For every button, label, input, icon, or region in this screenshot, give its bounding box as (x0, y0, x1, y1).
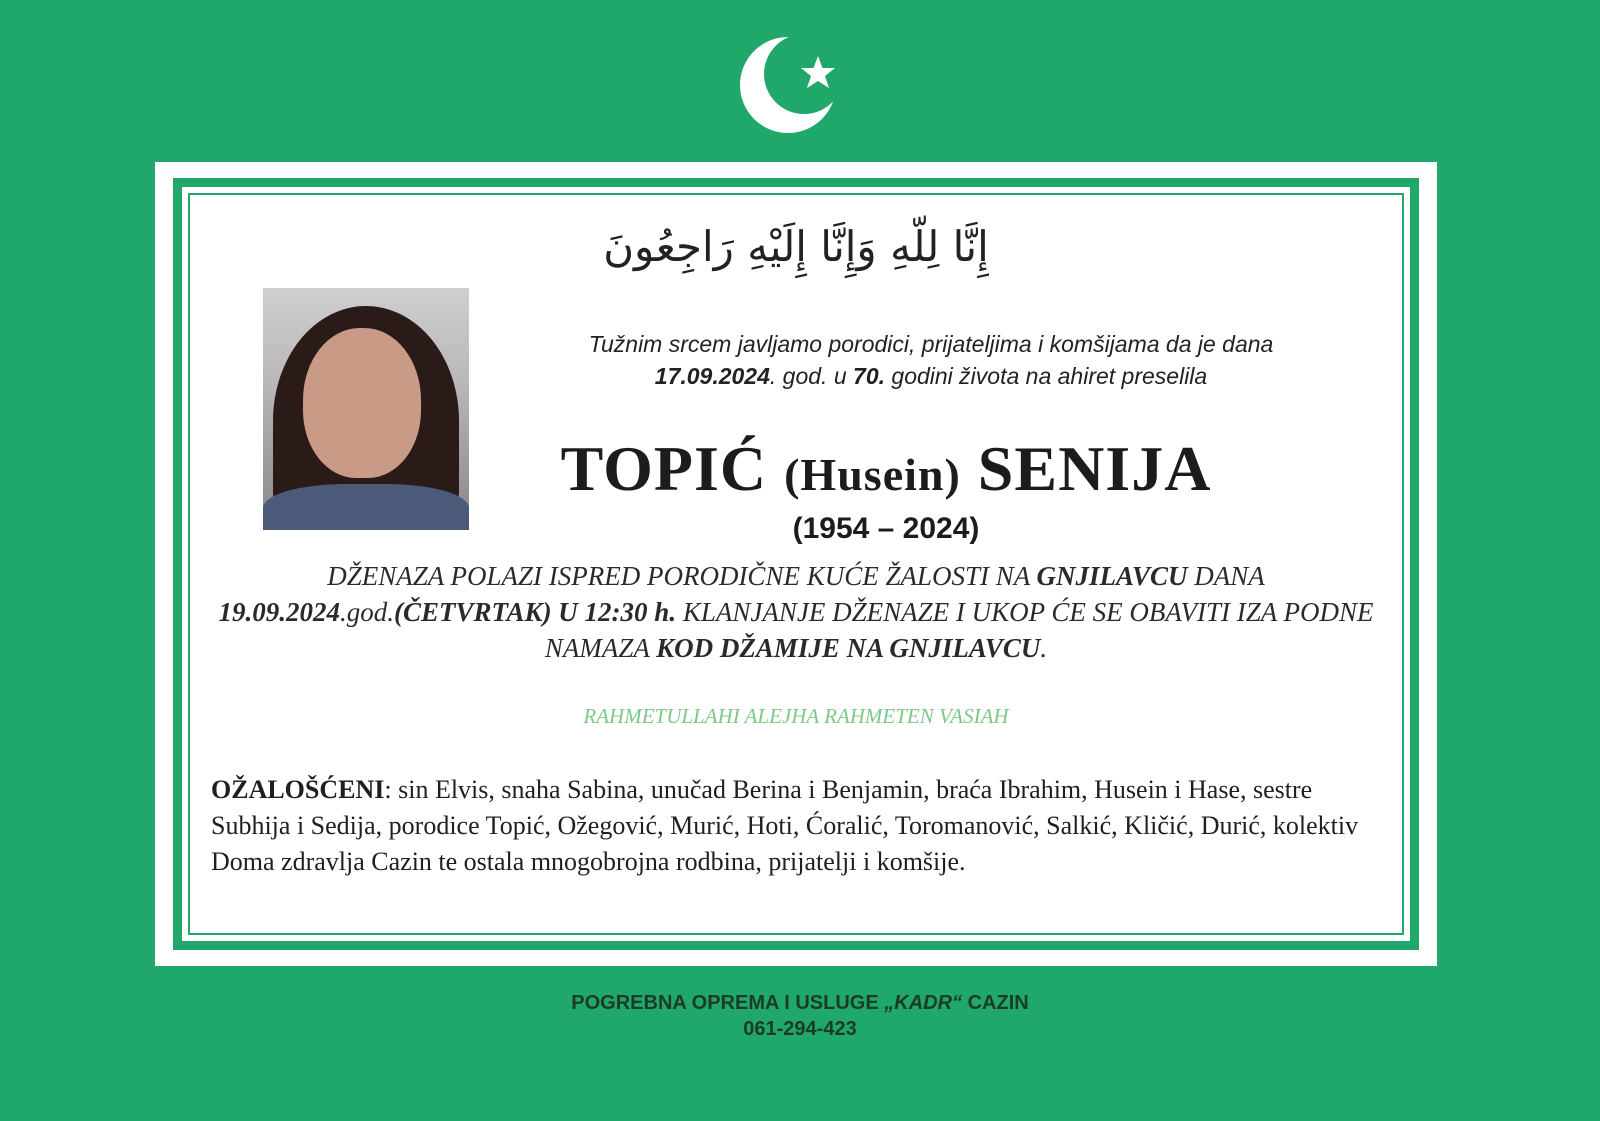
arabic-verse: إِنَّا لِلّهِ وَإِنَّا إِلَيْهِ رَاجِعُونَ (603, 222, 989, 271)
funeral-place: GNJILAVCU (1036, 561, 1188, 591)
funeral-day-time: (ČETVRTAK) U 12:30 h. (394, 597, 677, 627)
funeral-date: 19.09.2024 (218, 597, 341, 627)
death-date: 17.09.2024 (654, 363, 770, 389)
phone-number: 061-294-423 (743, 1018, 857, 1040)
deceased-photo (263, 288, 469, 530)
company-brand: „KADR“ (884, 992, 963, 1014)
deceased-name (485, 432, 1287, 506)
mourners-list (211, 772, 1373, 880)
age: 70. (853, 363, 886, 389)
funeral-service-footer: POGREBNA OPREMA I USLUGE „KADR“ CAZIN 061-294-423 (0, 990, 1600, 1042)
burial-place: KOD DŽAMIJE NA GNJILAVCU (656, 633, 1041, 663)
mourners-label: OŽALOŠĆENI (211, 775, 385, 804)
announcement-line: Tužnim srcem javljamo porodici, prijateljima i komšijama da je dana (588, 331, 1274, 357)
mourners-text: : sin Elvis, snaha Sabina, unučad Berina i Benjamin, braća Ibrahim, Husein i Hase, sestre Subhija i Sedija, porodice Topić, Ožegović, Murić, Hoti, Ćoralić, Toromanović, Salkić, Kličić, Durić, kolektiv Doma zdravlja Cazin te ostala mnogobrojna rodbina, prijatelji i komšije. (211, 775, 1359, 876)
first-name: SENIJA (977, 433, 1212, 504)
funeral-details: DŽENAZA POLAZI ISPRED PORODIČNE KUĆE ŽALOSTI NA GNJILAVCU DANA 19.09.2024.god.(ČETVRTAK) U 12:30 h. KLANJANJE DŽENAZE I UKOP ĆE SE OBAVITI IZA PODNE NAMAZA KOD DŽAMIJE NA GNJILAVCU. (218, 561, 1374, 663)
surname: TOPIĆ (560, 433, 768, 504)
obituary-card (155, 162, 1437, 966)
life-years: (1954 – 2024) (792, 512, 980, 545)
announcement-text: Tužnim srcem javljamo porodici, prijateljima i komšijama da je dana 17.09.2024. god. u 70. godini života na ahiret preselila (485, 328, 1377, 392)
crescent-star-icon (738, 30, 848, 140)
prayer-line: RAHMETULLAHI ALEJHA RAHMETEN VASIAH (583, 704, 1009, 728)
father-name: (Husein) (784, 449, 961, 500)
